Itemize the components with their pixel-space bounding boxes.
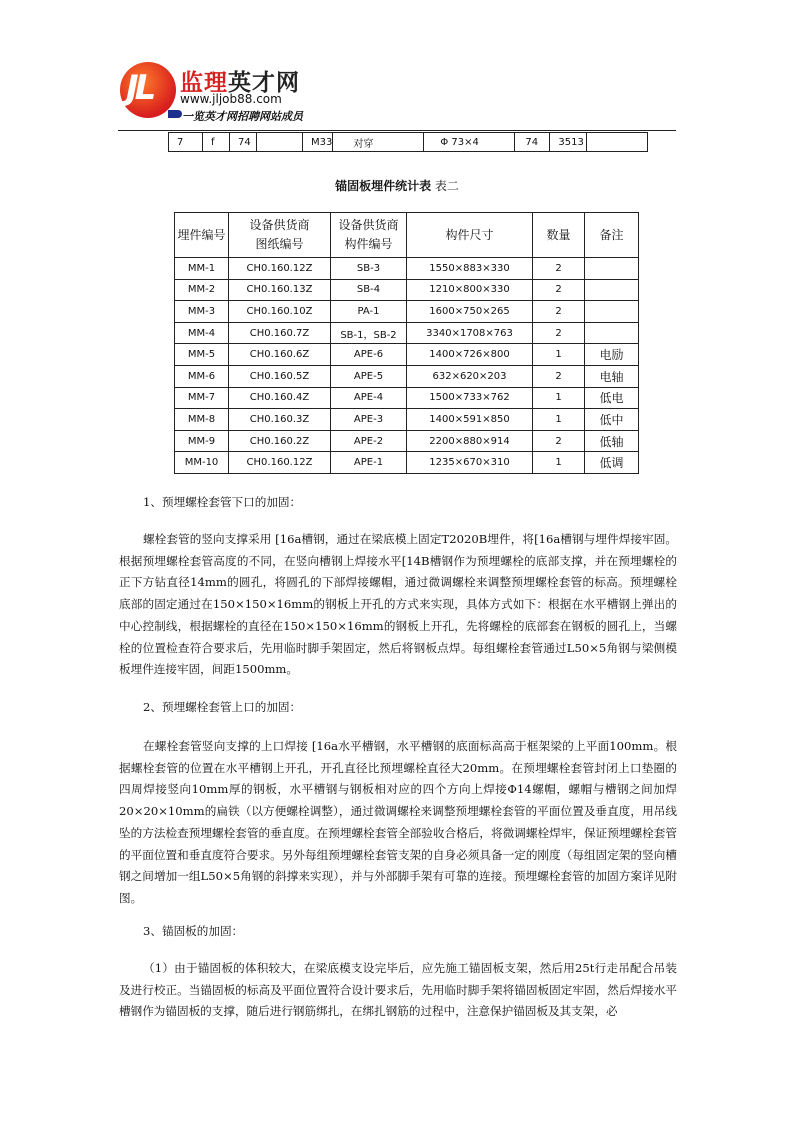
table-cell: MM-6: [175, 365, 229, 387]
header-remark: 备注: [585, 213, 639, 258]
slogan-mark-icon: [168, 110, 182, 118]
table-cell: MM-7: [175, 387, 229, 409]
logo-mark: JL: [126, 68, 153, 108]
section-3-title: 3、锚固板的加固：: [143, 924, 244, 938]
table-cell: 1500×733×762: [407, 387, 533, 409]
table-cell: 2200×880×914: [407, 430, 533, 452]
table-cell: 2: [533, 258, 585, 280]
table-cell: 对穿: [333, 133, 424, 152]
table-row: [175, 279, 639, 301]
header-embed-no: 埋件编号: [175, 213, 229, 258]
table-cell: CH0.160.12Z: [229, 258, 331, 280]
table-cell: 2: [533, 430, 585, 452]
table-row: [175, 301, 639, 323]
table-row: [175, 344, 639, 366]
logo-slogan: 一览英才网招聘网站成员: [182, 110, 303, 123]
table-row: [175, 430, 639, 452]
table-cell: 2: [533, 365, 585, 387]
table-cell: 电励: [585, 344, 639, 366]
table-cell: 7: [169, 133, 203, 152]
table-cell: CH0.160.13Z: [229, 279, 331, 301]
section-3-body: （1）由于锚固板的体积较大，在梁底模支设完毕后，应先施工锚固板支架，然后用25t行走吊配合吊装及进行校正。当锚固板的标高及平面位置符合设计要求后，先用临时脚手架将锚固板固定牢固，然后焊接水平槽钢作为锚固板的支撑，随后进行钢筋绑扎，在绑扎钢筋的过程中，注意保护锚固板及其支架，必: [119, 961, 677, 1019]
table-cell: CH0.160.2Z: [229, 430, 331, 452]
table-cell: M33: [303, 133, 333, 152]
table-cell: MM-4: [175, 322, 229, 344]
embed-statistics-table: [174, 212, 639, 474]
table-caption: 锚固板埋件统计表 表二: [335, 179, 459, 193]
table-header-row: [175, 213, 639, 258]
header-drawing-no: 设备供货商 图纸编号: [229, 213, 331, 258]
table-cell: SB-4: [331, 279, 407, 301]
table-cell: APE-1: [331, 452, 407, 474]
table-cell: APE-6: [331, 344, 407, 366]
table-cell: MM-1: [175, 258, 229, 280]
table-cell: 1550×883×330: [407, 258, 533, 280]
table-row: [169, 133, 648, 152]
table-cell: 1: [533, 409, 585, 431]
table-cell: 低调: [585, 452, 639, 474]
header-quantity: 数量: [533, 213, 585, 258]
section-2-title: 2、预埋螺栓套管上口的加固：: [143, 700, 302, 714]
logo-name: 监理英才网: [180, 70, 300, 96]
table-cell: 632×620×203: [407, 365, 533, 387]
table-cell: 3340×1708×763: [407, 322, 533, 344]
table-cell: 电轴: [585, 365, 639, 387]
table-cell: 1210×800×330: [407, 279, 533, 301]
table-cell: [585, 301, 639, 323]
table-cell: CH0.160.3Z: [229, 409, 331, 431]
table-cell: 2: [533, 301, 585, 323]
table-cell: APE-4: [331, 387, 407, 409]
table-cell: SB-1，SB-2: [331, 322, 407, 344]
table-cell: 1235×670×310: [407, 452, 533, 474]
table-cell: 74: [230, 133, 257, 152]
table-cell: 1: [533, 452, 585, 474]
table-row: [175, 365, 639, 387]
section-2-body: 在螺栓套管竖向支撑的上口焊接 [16a水平槽钢，水平槽钢的底面标高高于框架梁的上平面100mm。根据螺栓套管的位置在水平槽钢上开孔，开孔直径比预埋螺栓直径大20mm。在预埋螺栓套管封闭上口垫圈的四周焊接竖向10mm厚的钢板，水平槽钢与钢板相对应的四个方向上焊接Φ14螺帽，螺帽与槽钢之间加焊20×20×10mm的扁铁（以方便螺栓调整），通过微调螺栓来调整预埋螺栓套管的平面位置及垂直度，用吊线坠的方法检查预埋螺栓套管的垂直度。在预埋螺栓套管全部验收合格后，将微调螺栓焊牢，保证预埋螺栓套管的平面位置和垂直度符合要求。另外每组预埋螺栓套管支架的自身必须具备一定的刚度（每组固定架的竖向槽钢之间增加一组L50×5角钢的斜撑来实现），并与外部脚手架有可靠的连接。预埋螺栓套管的加固方案详见附图。: [119, 739, 677, 905]
site-logo[interactable]: [118, 58, 338, 124]
table-cell: CH0.160.12Z: [229, 452, 331, 474]
table-cell: MM-9: [175, 430, 229, 452]
table-cell: MM-5: [175, 344, 229, 366]
table-cell: 1400×726×800: [407, 344, 533, 366]
table-cell: 1: [533, 387, 585, 409]
header-size: 构件尺寸: [407, 213, 533, 258]
table-cell: 74: [515, 133, 550, 152]
header-divider: [118, 130, 676, 131]
table-cell: [585, 279, 639, 301]
section-1-body: 螺栓套管的竖向支撑采用 [16a槽钢，通过在梁底模上固定T2020B埋件，将[16a槽钢与埋件焊接牢固。根据预埋螺栓套管高度的不同，在竖向槽钢上焊接水平[14B槽钢作为预埋螺栓的底部支撑，并在预埋螺栓的正下方钻直径14mm的圆孔，将圆孔的下部焊接螺帽，通过微调螺栓来调整预埋螺栓套管的标高。预埋螺栓底部的固定通过在150×150×16mm的钢板上开孔的方式来实现，具体方式如下：根据在水平槽钢上弹出的中心控制线，根据螺栓的直径在150×150×16mm的钢板上开孔，先将螺栓的底部套在钢板的圆孔上，当螺栓的位置检查符合要求后，先用临时脚手架固定，然后将钢板点焊。每组螺栓套管通过L50×5角钢与梁侧模板埋件连接牢固，间距1500mm。: [119, 532, 677, 677]
table-cell: CH0.160.10Z: [229, 301, 331, 323]
table-cell: 低轴: [585, 430, 639, 452]
table-cell: CH0.160.4Z: [229, 387, 331, 409]
table-cell: APE-3: [331, 409, 407, 431]
table-cell: Φ 73×4: [424, 133, 515, 152]
top-table-fragment: [168, 132, 648, 152]
table-cell: 3513: [550, 133, 587, 152]
table-cell: 1600×750×265: [407, 301, 533, 323]
table-cell: MM-2: [175, 279, 229, 301]
table-cell: 低电: [585, 387, 639, 409]
table-row: [175, 452, 639, 474]
table-cell: 2: [533, 322, 585, 344]
table-cell: CH0.160.7Z: [229, 322, 331, 344]
table-cell: 1400×591×850: [407, 409, 533, 431]
table-cell: MM-8: [175, 409, 229, 431]
logo-url: www.jljob88.com: [180, 92, 282, 106]
table-cell: CH0.160.5Z: [229, 365, 331, 387]
table-cell: 1: [533, 344, 585, 366]
table-cell: [585, 322, 639, 344]
table-cell: APE-2: [331, 430, 407, 452]
section-1-title: 1、预埋螺栓套管下口的加固：: [143, 495, 302, 509]
table-cell: SB-3: [331, 258, 407, 280]
table-row: [175, 409, 639, 431]
table-row: [175, 322, 639, 344]
table-cell: MM-10: [175, 452, 229, 474]
table-cell: f: [203, 133, 230, 152]
table-cell: APE-5: [331, 365, 407, 387]
table-cell: [257, 133, 303, 152]
table-cell: PA-1: [331, 301, 407, 323]
table-row: [175, 387, 639, 409]
table-cell: CH0.160.6Z: [229, 344, 331, 366]
table-cell: MM-3: [175, 301, 229, 323]
table-cell: 低中: [585, 409, 639, 431]
table-cell: 2: [533, 279, 585, 301]
table-row: [175, 258, 639, 280]
table-cell: [585, 258, 639, 280]
header-component-no: 设备供货商 构件编号: [331, 213, 407, 258]
table-cell: [587, 133, 648, 152]
